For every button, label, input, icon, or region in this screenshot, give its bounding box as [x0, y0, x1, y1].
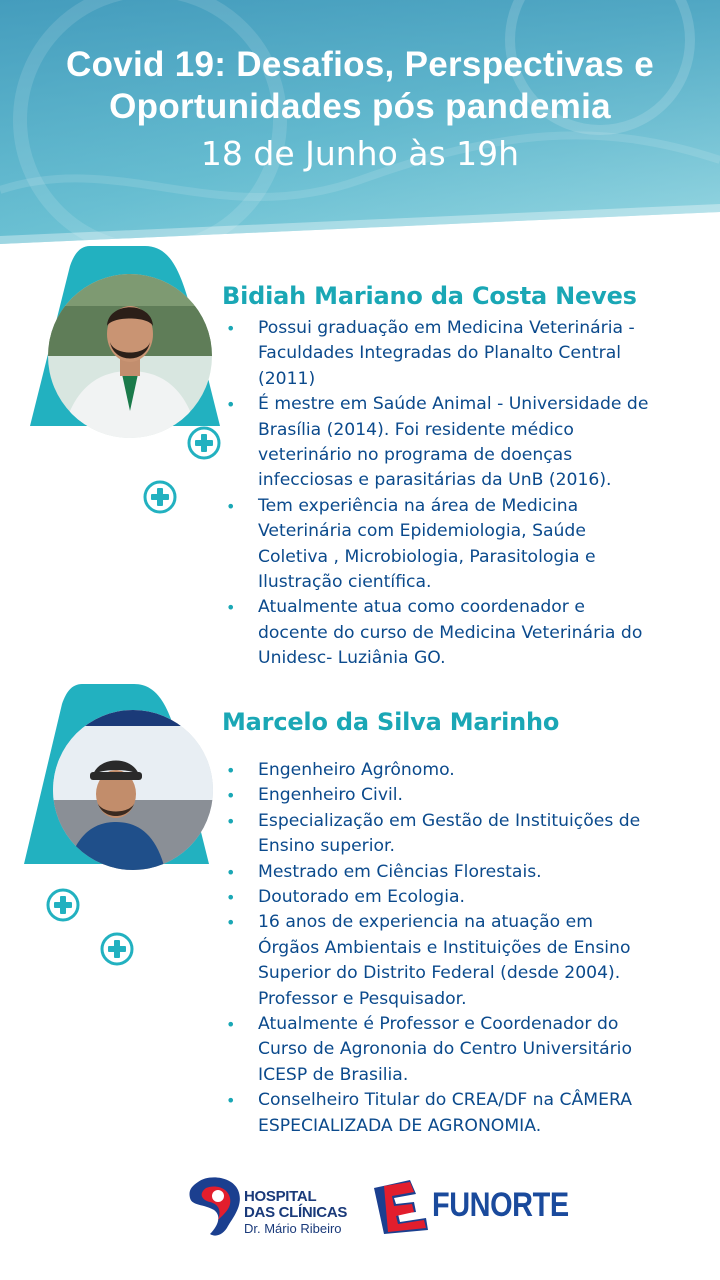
speaker2-photo: [24, 684, 224, 884]
plus-circle-icon: [46, 888, 80, 922]
plus-circle-icon: [143, 480, 177, 514]
list-item: • Tem experiência na área de Medicina Veterinária com Epidemiologia, Saúde Coletiva , Microbiologia, Parasitologia e Ilustração científica.: [224, 494, 648, 596]
list-item: • Conselheiro Titular do CREA/DF na CÂMERA ESPECIALIZADA DE AGRONOMIA.: [224, 1088, 640, 1139]
list-item: • Doutorado em Ecologia.: [224, 885, 640, 910]
event-date: 18 de Junho às 19h: [200, 134, 520, 173]
funorte-logo-icon: [370, 1178, 432, 1234]
list-item: • Possui graduação em Medicina Veterinária - Faculdades Integradas do Planalto Central (2011): [224, 316, 648, 392]
list-item: • 16 anos de experiencia na atuação em Órgãos Ambientais e Instituições de Ensino Superior do Distrito Federal (desde 2004). Professor e Pesquisador.: [224, 910, 640, 1012]
list-item: • Especialização em Gestão de Instituições de Ensino superior.: [224, 809, 640, 860]
funorte-logo-text: FUNORTE: [432, 1186, 569, 1224]
list-item: • Engenheiro Agrônomo.: [224, 758, 640, 783]
event-title-line2: Oportunidades pós pandemia: [109, 87, 611, 126]
list-item: • É mestre em Saúde Animal - Universidade de Brasília (2014). Foi residente médico veterinário no programa de doenças infecciosas e parasitárias da UnB (2016).: [224, 392, 648, 494]
event-title-line1: Covid 19: Desafios, Perspectivas e: [66, 45, 654, 84]
hospital-logo-line2: DAS CLÍNICAS: [244, 1204, 348, 1221]
plus-circle-icon: [100, 932, 134, 966]
event-title: [0, 44, 720, 128]
speaker1-bio-list: [224, 316, 648, 672]
speaker1-photo: [30, 246, 230, 446]
speaker2-name: Marcelo da Silva Marinho: [222, 708, 560, 736]
plus-circle-icon: [187, 426, 221, 460]
hospital-logo-icon: [188, 1176, 244, 1238]
hospital-logo-line3: Dr. Mário Ribeiro: [244, 1221, 342, 1236]
speaker2-bio-list: [224, 758, 640, 1139]
speaker1-name: Bidiah Mariano da Costa Neves: [222, 282, 637, 310]
list-item: • Atualmente atua como coordenador e docente do curso de Medicina Veterinária do Unidesc- Luziânia GO.: [224, 595, 648, 671]
list-item: • Atualmente é Professor e Coordenador do Curso de Agrononia do Centro Universitário ICESP de Brasilia.: [224, 1012, 640, 1088]
list-item: • Mestrado em Ciências Florestais.: [224, 860, 640, 885]
hospital-logo-line1: HOSPITAL: [244, 1188, 317, 1205]
list-item: • Engenheiro Civil.: [224, 783, 640, 808]
header-banner: [0, 0, 720, 250]
